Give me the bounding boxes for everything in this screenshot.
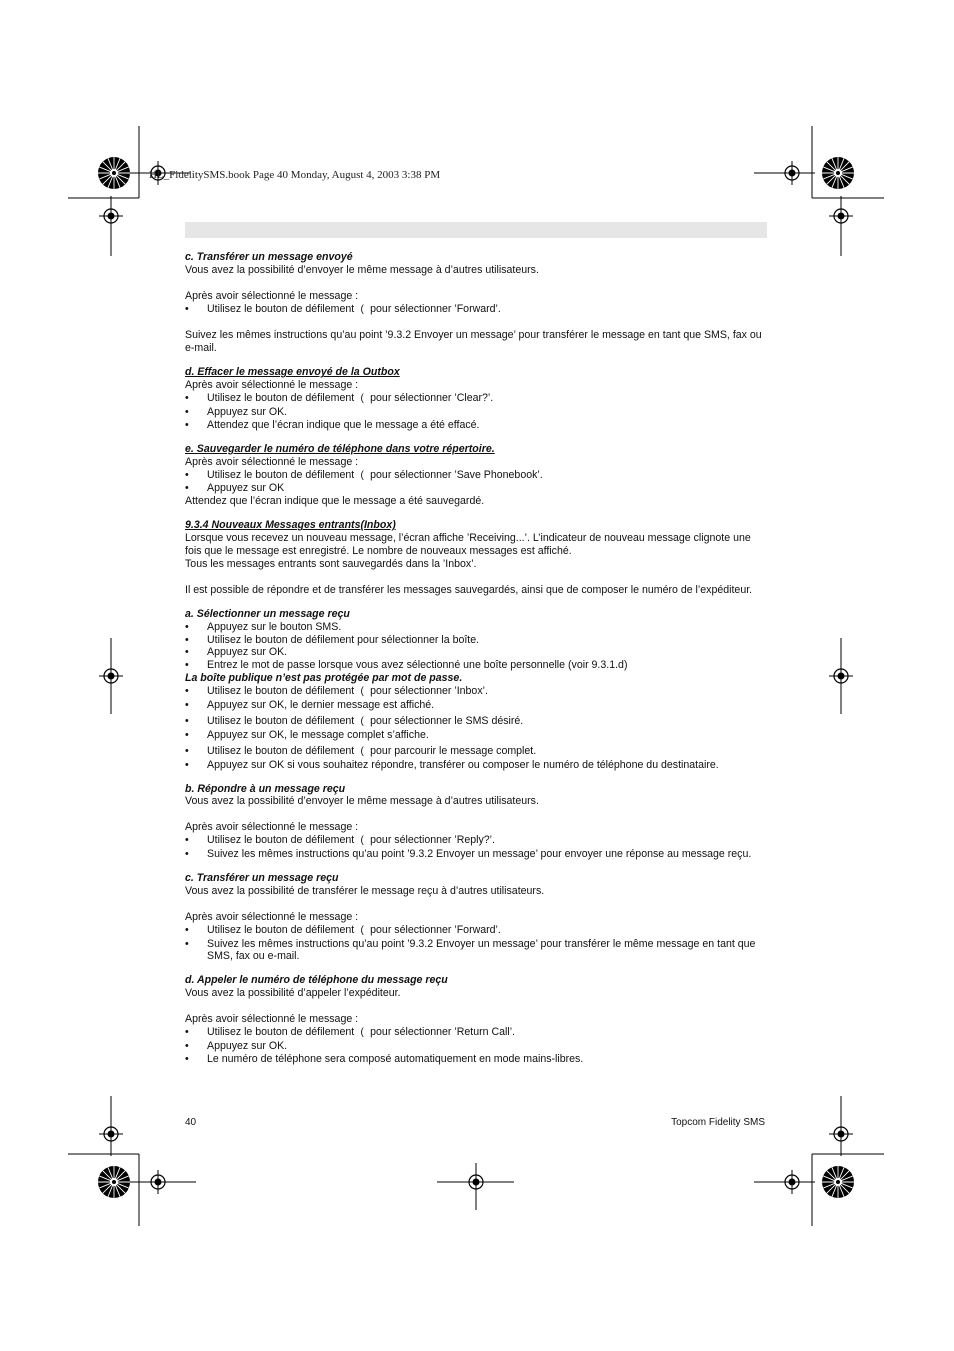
list-item: • Appuyez sur OK si vous souhaitez répondre, transférer ou composer le numéro de téléphone du destinataire.	[185, 758, 719, 771]
list-item-text: Utilisez le bouton de défilement	[207, 1025, 355, 1038]
list-item-text: pour sélectionner ’Clear?’.	[370, 392, 494, 405]
list-item: • Utilisez le bouton de défilement ( pour sélectionner ’Forward’.	[185, 923, 501, 936]
list-item-text: pour sélectionner ’Reply?’.	[370, 834, 495, 847]
list-item-text: pour sélectionner ’Forward’.	[370, 923, 501, 936]
paragraph: Il est possible de répondre et de transférer les messages sauvegardés, ainsi que de composer le numéro de l’expéditeur.	[185, 583, 753, 596]
scroll-wheel-icon: (	[360, 745, 364, 757]
scroll-wheel-icon: (	[360, 715, 364, 727]
scroll-wheel-icon: (	[360, 1026, 364, 1038]
note: La boîte publique n’est pas protégée par mot de passe.	[185, 672, 463, 685]
list-item-text: Utilisez le bouton de défilement	[207, 468, 355, 481]
list-item: • Suivez les mêmes instructions qu’au point ’9.3.2 Envoyer un message’ pour transférer le même message en tant que SMS, fax ou e-mail.	[185, 937, 756, 963]
page-number: 40	[185, 1117, 197, 1128]
paragraph: Après avoir sélectionné le message :	[185, 379, 359, 392]
list-item: • Appuyez sur OK, le dernier message est affiché.	[185, 699, 435, 712]
header-bar	[185, 222, 767, 238]
paragraph: Attendez que l’écran indique que le message a été sauvegardé.	[185, 495, 485, 508]
list-item-text: Utilisez le bouton de défilement	[207, 302, 355, 315]
section-title: d. Appeler le numéro de téléphone du message reçu	[185, 974, 448, 987]
paragraph: Après avoir sélectionné le message :	[185, 289, 359, 302]
list-item-text: pour sélectionner ’Return Call’.	[370, 1025, 515, 1038]
list-item: • Appuyez sur OK.	[185, 405, 288, 418]
list-item: • Utilisez le bouton de défilement ( pour sélectionner ’Clear?’.	[185, 392, 494, 405]
section-title: c. Transférer un message envoyé	[185, 251, 353, 263]
list-item: • Utilisez le bouton de défilement ( pour parcourir le message complet.	[185, 744, 537, 757]
footer-product: Topcom Fidelity SMS	[671, 1117, 765, 1128]
list-item-text: pour parcourir le message complet.	[370, 744, 537, 757]
list-item: • Utilisez le bouton de défilement ( pour sélectionner ’Reply?’.	[185, 834, 495, 847]
paragraph: Vous avez la possibilité de transférer le message reçu à d’autres utilisateurs.	[185, 884, 545, 897]
page-content	[185, 251, 767, 1066]
list-item-text: pour sélectionner le SMS désiré.	[370, 714, 524, 727]
paragraph: Vous avez la possibilité d’envoyer le même message à d’autres utilisateurs.	[185, 263, 539, 276]
scroll-wheel-icon: (	[360, 393, 364, 405]
list-item: • Utilisez le bouton de défilement ( pour sélectionner ’Inbox’.	[185, 685, 488, 698]
list-item-text: Utilisez le bouton de défilement	[207, 685, 355, 698]
scroll-wheel-icon: (	[360, 835, 364, 847]
list-item: • Utilisez le bouton de défilement ( pour sélectionner le SMS désiré.	[185, 714, 524, 727]
paragraph: Après avoir sélectionné le message :	[185, 455, 359, 468]
scroll-wheel-icon: (	[360, 469, 364, 481]
list-item-text: pour sélectionner ’Inbox’.	[370, 685, 488, 698]
paragraph: Après avoir sélectionné le message :	[185, 821, 359, 834]
list-item: • Entrez le mot de passe lorsque vous avez sélectionné une boîte personnelle (voir 9.3.1.d)	[185, 659, 628, 672]
list-item-text: Utilisez le bouton de défilement	[207, 834, 355, 847]
scroll-wheel-icon: (	[360, 303, 364, 315]
section-title: d. Effacer le message envoyé de la Outbox	[185, 366, 400, 379]
list-item-text: pour sélectionner ’Forward’.	[370, 302, 501, 315]
list-item-text: pour sélectionner ’Save Phonebook’.	[370, 468, 543, 481]
list-item-text: Utilisez le bouton de défilement	[207, 392, 355, 405]
list-item: • Attendez que l’écran indique que le message a été effacé.	[185, 418, 480, 431]
list-item: • Utilisez le bouton de défilement ( pour sélectionner ’Forward’.	[185, 302, 501, 315]
section-title: c. Transférer un message reçu	[185, 872, 339, 884]
paragraph: Après avoir sélectionné le message :	[185, 1013, 359, 1026]
list-item: • Le numéro de téléphone sera composé automatiquement en mode mains-libres.	[185, 1052, 584, 1065]
section-title: b. Répondre à un message reçu	[185, 782, 346, 795]
section-title: a. Sélectionner un message reçu	[185, 607, 350, 620]
paragraph: Après avoir sélectionné le message :	[185, 910, 359, 923]
paragraph: Vous avez la possibilité d’envoyer le même message à d’autres utilisateurs.	[185, 795, 539, 808]
list-item-text: Utilisez le bouton de défilement	[207, 923, 355, 936]
paragraph: Suivez les mêmes instructions qu’au point ’9.3.2 Envoyer un message’ pour transférer le message en tant que SMS, fax ou e-mail.	[185, 329, 762, 355]
list-item: • Utilisez le bouton de défilement ( pour sélectionner ’Save Phonebook’.	[185, 468, 543, 481]
paragraph: Vous avez la possibilité d’appeler l’expéditeur.	[185, 987, 401, 1000]
list-item: • Appuyez sur le bouton SMS.	[185, 620, 342, 633]
list-item-text: Utilisez le bouton de défilement	[207, 744, 355, 757]
section-title: 9.3.4 Nouveaux Messages entrants(Inbox)	[185, 519, 396, 532]
list-item: • Suivez les mêmes instructions qu’au point ’9.3.2 Envoyer un message’ pour envoyer une réponse au message reçu.	[185, 848, 752, 861]
scroll-wheel-icon: (	[360, 924, 364, 936]
scroll-wheel-icon: (	[360, 686, 364, 698]
paragraph: Tous les messages entrants sont sauvegardés dans la ’Inbox’.	[185, 558, 477, 570]
section-title: e. Sauvegarder le numéro de téléphone dans votre répertoire.	[185, 442, 495, 455]
paragraph: Lorsque vous recevez un nouveau message, l’écran affiche ’Receiving...’. L’indicateur de nouveau message clignote une fois que le message est enregistré. Le nombre de nouveaux messages est affiché.	[185, 532, 751, 558]
list-item-text: Utilisez le bouton de défilement	[207, 714, 355, 727]
list-item: • Appuyez sur OK, le message complet s’affiche.	[185, 728, 429, 741]
list-item: • Appuyez sur OK	[185, 482, 285, 495]
list-item: • Utilisez le bouton de défilement pour sélectionner la boîte.	[185, 633, 480, 646]
list-item: • Appuyez sur OK.	[185, 1039, 288, 1052]
list-item: • Utilisez le bouton de défilement ( pour sélectionner ’Return Call’.	[185, 1025, 515, 1038]
book-header: HL_FidelitySMS.book Page 40 Monday, August 4, 2003 3:38 PM	[149, 169, 441, 181]
list-item: • Appuyez sur OK.	[185, 646, 288, 659]
